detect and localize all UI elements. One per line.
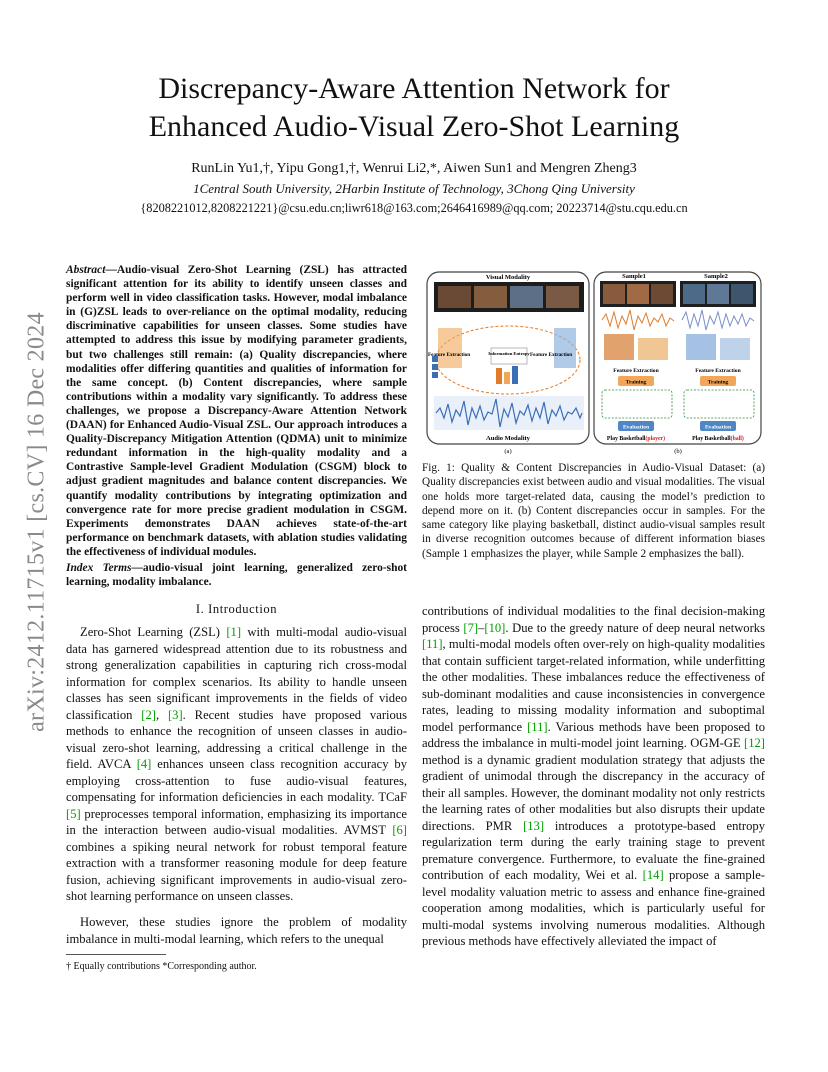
audio-feature-block	[554, 328, 576, 368]
sample2-feature-grid	[720, 338, 750, 360]
video-frame	[546, 286, 579, 308]
video-frame	[707, 284, 729, 304]
training-label-s2: Training	[707, 379, 729, 386]
intro-text: ,	[155, 707, 168, 722]
play-basketball-text: Play Basketball	[692, 436, 731, 442]
arxiv-stamp	[14, 285, 60, 760]
video-frame	[510, 286, 543, 308]
sample1-label: Sample1	[622, 273, 646, 280]
paper-title	[60, 70, 768, 146]
footnote-text: † Equally contributions *Corresponding author.	[66, 961, 257, 972]
intro-text: enhances unseen class recognition accuracy by employing cross-attention to fuse audio-visual features, compensating for information deficiencies in each modality. TCaF	[66, 757, 407, 804]
feature-cell	[432, 372, 438, 378]
panel-b-label: (b)	[674, 448, 682, 455]
matrix-box-s2	[684, 390, 754, 418]
video-frame	[683, 284, 705, 304]
right-column-text	[422, 603, 765, 950]
citation-link[interactable]: [10]	[484, 620, 506, 635]
footnote	[66, 961, 407, 973]
intro-text: However, these studies ignore the problem of modality imbalance in multi-modal learning, which refers to the unequal	[66, 915, 407, 946]
citation-link[interactable]: [13]	[523, 818, 545, 833]
entropy-bar	[504, 372, 510, 384]
feature-extraction-right-label: Feature Extraction	[530, 352, 573, 358]
play-basketball-text: Play Basketball	[606, 436, 646, 442]
matrix-box-s1	[602, 390, 672, 418]
body-text: –	[478, 620, 485, 635]
feature-cell	[432, 364, 438, 370]
body-text: , multi-modal models often over-rely on high-quality modalities that contain sufficient target-related information, while underfitting the other modalities. These imbalances reduce the effectiveness of sub-dominant modalities and cause inconsistencies in convergence rates, leading to missing modality information and suboptimal model performance	[422, 637, 765, 734]
video-frame	[627, 284, 649, 304]
feature-extraction-s2-label: Feature Extraction	[695, 368, 741, 374]
play-basketball-s2	[692, 435, 744, 442]
visual-modality-label: Visual Modality	[485, 274, 531, 281]
arxiv-stamp-text: arXiv:2412.11715v1 [cs.CV] 16 Dec 2024	[23, 312, 50, 732]
body-text: introduces a prototype-based entropy regularization term during the early training stage to prevent premature convergence. Furthermore, to evaluate the fine-grained contribution of each modality, Wei et al.	[422, 818, 765, 882]
intro-paragraph-1	[66, 624, 407, 905]
caption-text: Fig. 1: Quality & Content Discrepancies in Audio-Visual Dataset: (a) Quality discrepancies exist between audio and visual modalities. The visual one holds more target-related data, causing the model’s prediction to depend more on it. (b) Content discrepancies occur in samples. For the same category like playing basketball, distinct audio-visual samples result in diverse recognition outcomes because of different information biases (Sample 1 emphasizes the player, while Sample 2 emphasizes the ball).	[422, 462, 765, 560]
figure-diagram	[424, 268, 764, 456]
intro-text: combines a spiking neural network for robust temporal feature extraction with a transformer reasoning module for deep feature fusion, achieving significant improvements in audio-visual zero-shot learning performance on unseen classes.	[66, 839, 407, 903]
citation-link[interactable]: [3]	[167, 707, 183, 722]
evaluation-label-s1: Evaluation	[622, 424, 650, 431]
intro-text: Zero-Shot Learning (ZSL)	[80, 625, 227, 639]
affiliations-text: 1Central South University, 2Harbin Institute of Technology, 3Chong Qing University	[193, 181, 635, 196]
index-terms	[66, 561, 407, 589]
figure-1	[424, 268, 764, 456]
video-frame	[474, 286, 507, 308]
emails	[60, 199, 768, 217]
information-entropy-label: Information Entropy	[488, 351, 530, 356]
entropy-bar	[496, 368, 502, 384]
index-terms-text: —audio-visual joint learning, generalized zero-shot learning, modality imbalance.	[66, 562, 407, 589]
audio-modality-label: Audio Modality	[486, 435, 530, 442]
citation-link[interactable]: [7]	[463, 620, 479, 635]
feature-extraction-left-label: Feature Extraction	[428, 352, 471, 358]
citation-link[interactable]: [4]	[136, 757, 152, 771]
visual-feature-block	[438, 328, 462, 368]
sample1-feature-grid	[604, 334, 634, 360]
video-frame	[731, 284, 753, 304]
body-text: method is a dynamic gradient modulation strategy that adjusts the gradient of unimodal through the discrepancy in the accuracy of their all samples. However, the dominant modality not only restricts the learning rates of other modalities but also disrupts their update directions. PMR	[422, 752, 765, 833]
citation-link[interactable]: [5]	[66, 806, 81, 821]
abstract-text: —Audio-visual Zero-Shot Learning (ZSL) has attracted significant attention for its ability to identify unseen classes and perform well in video classification tasks. However, modal imbalance in (G)ZSL leads to over-reliance on the optimal modality, reducing discriminative capabilities for unseen classes. Some studies have attempted to address this issue by modifying parameter gradients, but two challenges still remain: (a) Quality discrepancies, where modalities offer differing quantities and qualities of information for the same concept. (b) Content discrepancies, where sample contributions within a modality vary significantly. To address these challenges, we propose a Discrepancy-Aware Attention Network (DAAN) for Enhanced Audio-Visual ZSL. Our approach introduces a Quality-Discrepancy Mitigation Attention (QDMA) unit to minimize redundant information in the high-quality modality and a Contrastive Sample-level Gradient Modulation (CSGM) block to adjust gradient magnitudes and balance content discrepancies. We quantify modality contributions by integrating optimization and convergence rate for more precise gradient modulation in CSGM. Experiments demonstrates DAAN achieves state-of-the-art performance on benchmark datasets, with ablation studies validating the effectiveness of individual modules.	[66, 264, 407, 558]
intro-text: with multi-modal audio-visual data has garnered widespread attention due to its robustness and strong generalization capabilities in capturing rich cross-modal information for complex scenarios. Its ability to handle unseen classes has seen significant improvements in the fields of video classification	[66, 625, 407, 722]
citation-link[interactable]: [6]	[392, 823, 407, 837]
footnote-rule	[66, 954, 166, 955]
section-heading-introduction	[66, 602, 407, 617]
video-frame	[438, 286, 471, 308]
figure-caption	[422, 461, 765, 561]
authors-text: RunLin Yu1,†, Yipu Gong1,†, Wenrui Li2,*, Aiwen Sun1 and Mengren Zheng3	[191, 161, 637, 176]
sample2-label: Sample2	[704, 273, 728, 280]
citation-link[interactable]: [11]	[527, 719, 548, 734]
authors	[60, 160, 768, 178]
citation-link[interactable]: [11]	[422, 637, 443, 651]
sample2-feature-grid	[686, 334, 716, 360]
body-text: contributions of individual modalities to the final decision-making process	[422, 604, 765, 635]
body-text: . Due to the greedy nature of deep neural networks	[505, 620, 765, 635]
section-heading-text: I. Introduction	[195, 602, 278, 616]
video-frame	[651, 284, 673, 304]
citation-link[interactable]: [12]	[744, 736, 765, 750]
body-text: . Various methods have been proposed to address the imbalance in multi-model joint learning. OGM-GE	[422, 719, 765, 750]
title-line-2: Enhanced Audio-Visual Zero-Shot Learning	[148, 110, 680, 143]
title-line-1: Discrepancy-Aware Attention Network for	[158, 72, 670, 105]
evaluation-label-s2: Evaluation	[704, 424, 732, 431]
affiliations	[60, 180, 768, 198]
citation-link[interactable]: [2]	[141, 707, 156, 722]
play-basketball-s1	[607, 435, 665, 442]
intro-paragraph-2	[66, 914, 407, 947]
entropy-bar	[512, 366, 518, 384]
citation-link[interactable]: [14]	[642, 868, 664, 882]
index-terms-label: Index Terms	[66, 562, 132, 574]
citation-link[interactable]: [1]	[226, 625, 242, 639]
panel-a-label: (a)	[504, 448, 512, 455]
emails-text: {8208221012,8208221221}@csu.edu.cn;liwr618@163.com;2646416989@qq.com; 20223714@stu.cqu.edu.cn	[140, 201, 688, 215]
player-tag: (player)	[645, 436, 666, 442]
video-frame	[603, 284, 625, 304]
training-label-s1: Training	[625, 379, 647, 386]
feature-extraction-s1-label: Feature Extraction	[613, 368, 659, 374]
body-text: propose a sample-level modality valuation metric to assess and enhance fine-grained cooperation among modalities, which is particularly useful for multi-modal systems involving numerous modalities. Although previous methods have effectively alleviated the impact of	[422, 868, 766, 948]
sample1-feature-grid	[638, 338, 668, 360]
intro-text: . Recent studies have proposed various methods to enhance the recognition of unseen classes in audio-visual zero-shot learning, addressing a critical challenge in the field. AVCA	[66, 707, 408, 771]
intro-text: preprocesses temporal information, emphasizing its importance in the interaction between audio-visual modalities. AVMST	[66, 806, 407, 837]
ball-tag: (ball)	[730, 436, 744, 442]
abstract-label: Abstract	[66, 264, 106, 276]
abstract	[66, 263, 407, 559]
